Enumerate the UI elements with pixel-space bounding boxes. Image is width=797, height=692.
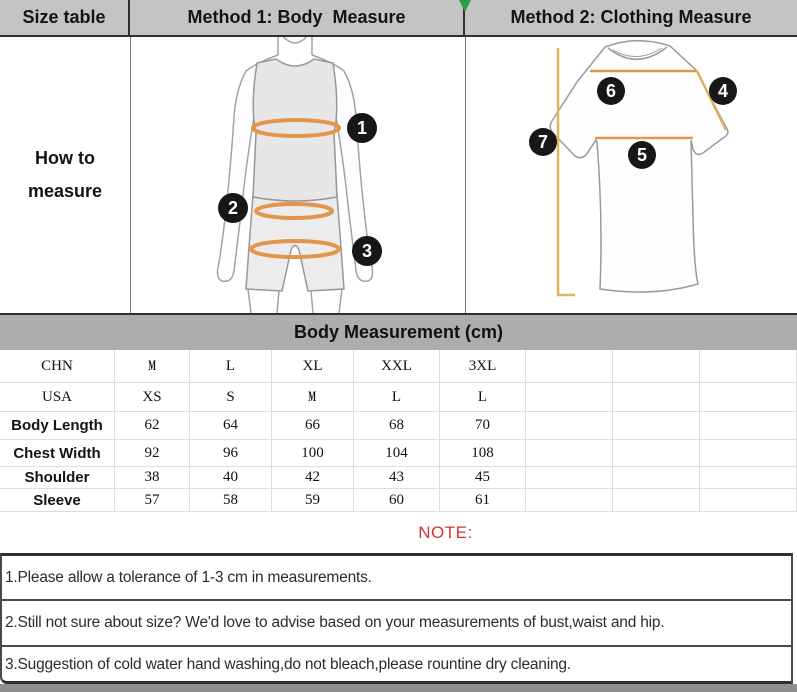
table-cell: 70 (440, 412, 526, 440)
row-label-usa: USA (0, 383, 115, 412)
empty-cell (700, 383, 797, 412)
empty-cell (613, 467, 700, 489)
table-cell: L (440, 383, 526, 412)
header-size-table: Size table (0, 0, 130, 35)
how-to-line2: measure (27, 181, 103, 201)
bottom-gray-strip (0, 684, 797, 692)
diagram-row (0, 37, 797, 313)
header-method1: Method 1: Body Measure (130, 0, 465, 35)
marker-7-label: 7 (537, 132, 549, 152)
table-cell: XL (272, 350, 354, 383)
table-cell: L (354, 383, 440, 412)
row-label-body-length: Body Length (0, 412, 115, 440)
empty-cell (700, 350, 797, 383)
table-cell: 58 (190, 489, 272, 512)
empty-cell (526, 350, 613, 383)
table-cell: 104 (354, 440, 440, 467)
note-item-1: 1.Please allow a tolerance of 1-3 cm in measurements. (2, 556, 791, 601)
marker-1-label: 1 (356, 118, 368, 138)
empty-cell (700, 412, 797, 440)
table-cell: 100 (272, 440, 354, 467)
table-cell: 38 (115, 467, 190, 489)
empty-cell (526, 467, 613, 489)
table-cell: XS (115, 383, 190, 412)
empty-cell (700, 440, 797, 467)
header-row (0, 0, 797, 37)
row-label-chest-width: Chest Width (0, 440, 115, 467)
empty-cell (526, 412, 613, 440)
table-cell: 61 (440, 489, 526, 512)
empty-cell (613, 383, 700, 412)
table-cell: 57 (115, 489, 190, 512)
empty-cell (613, 489, 700, 512)
empty-cell (613, 412, 700, 440)
table-cell: M (272, 383, 354, 412)
table-cell: 66 (272, 412, 354, 440)
empty-cell (613, 350, 700, 383)
table-cell: M (115, 350, 190, 383)
notes-box (0, 553, 793, 684)
note-item-3: 3.Suggestion of cold water hand washing,do not bleach,please rountine dry cleaning. (5, 655, 571, 673)
empty-cell (526, 383, 613, 412)
empty-cell (700, 489, 797, 512)
header-method2: Method 2: Clothing Measure (510, 7, 752, 27)
empty-cell (526, 489, 613, 512)
table-cell: 59 (272, 489, 354, 512)
body-measure-diagram (130, 37, 465, 313)
table-cell: 62 (115, 412, 190, 440)
size-table (0, 350, 797, 512)
row-label-chn: CHN (0, 350, 115, 383)
note-item-2: 2.Still not sure about size? We'd love to advise based on your measurements of bust,waist and hip. (2, 601, 791, 647)
table-cell: 40 (190, 467, 272, 489)
note-heading: NOTE: (418, 522, 473, 542)
marker-2-label: 2 (227, 198, 239, 218)
table-cell: S (190, 383, 272, 412)
empty-cell (613, 440, 700, 467)
table-cell: 60 (354, 489, 440, 512)
section-title-bar (0, 313, 797, 350)
table-cell: 92 (115, 440, 190, 467)
table-cell: 64 (190, 412, 272, 440)
how-to-measure-label (0, 37, 130, 313)
table-cell: XXL (354, 350, 440, 383)
table-cell: 43 (354, 467, 440, 489)
row-label-sleeve: Sleeve (0, 489, 115, 512)
table-cell: L (190, 350, 272, 383)
empty-cell (700, 467, 797, 489)
table-cell: 96 (190, 440, 272, 467)
table-cell: 3XL (440, 350, 526, 383)
marker-4-label: 4 (717, 81, 729, 101)
marker-5-label: 5 (636, 145, 648, 165)
table-cell: 108 (440, 440, 526, 467)
how-to-line1: How to (35, 147, 95, 168)
row-label-shoulder: Shoulder (0, 467, 115, 489)
green-corner-marker (459, 0, 471, 12)
table-cell: 42 (272, 467, 354, 489)
marker-3-label: 3 (361, 241, 373, 261)
marker-6-label: 6 (605, 81, 617, 101)
table-cell: 45 (440, 467, 526, 489)
table-cell: 68 (354, 412, 440, 440)
empty-cell (526, 440, 613, 467)
clothing-measure-diagram (465, 37, 797, 313)
section-title: Body Measurement (cm) (293, 322, 504, 342)
